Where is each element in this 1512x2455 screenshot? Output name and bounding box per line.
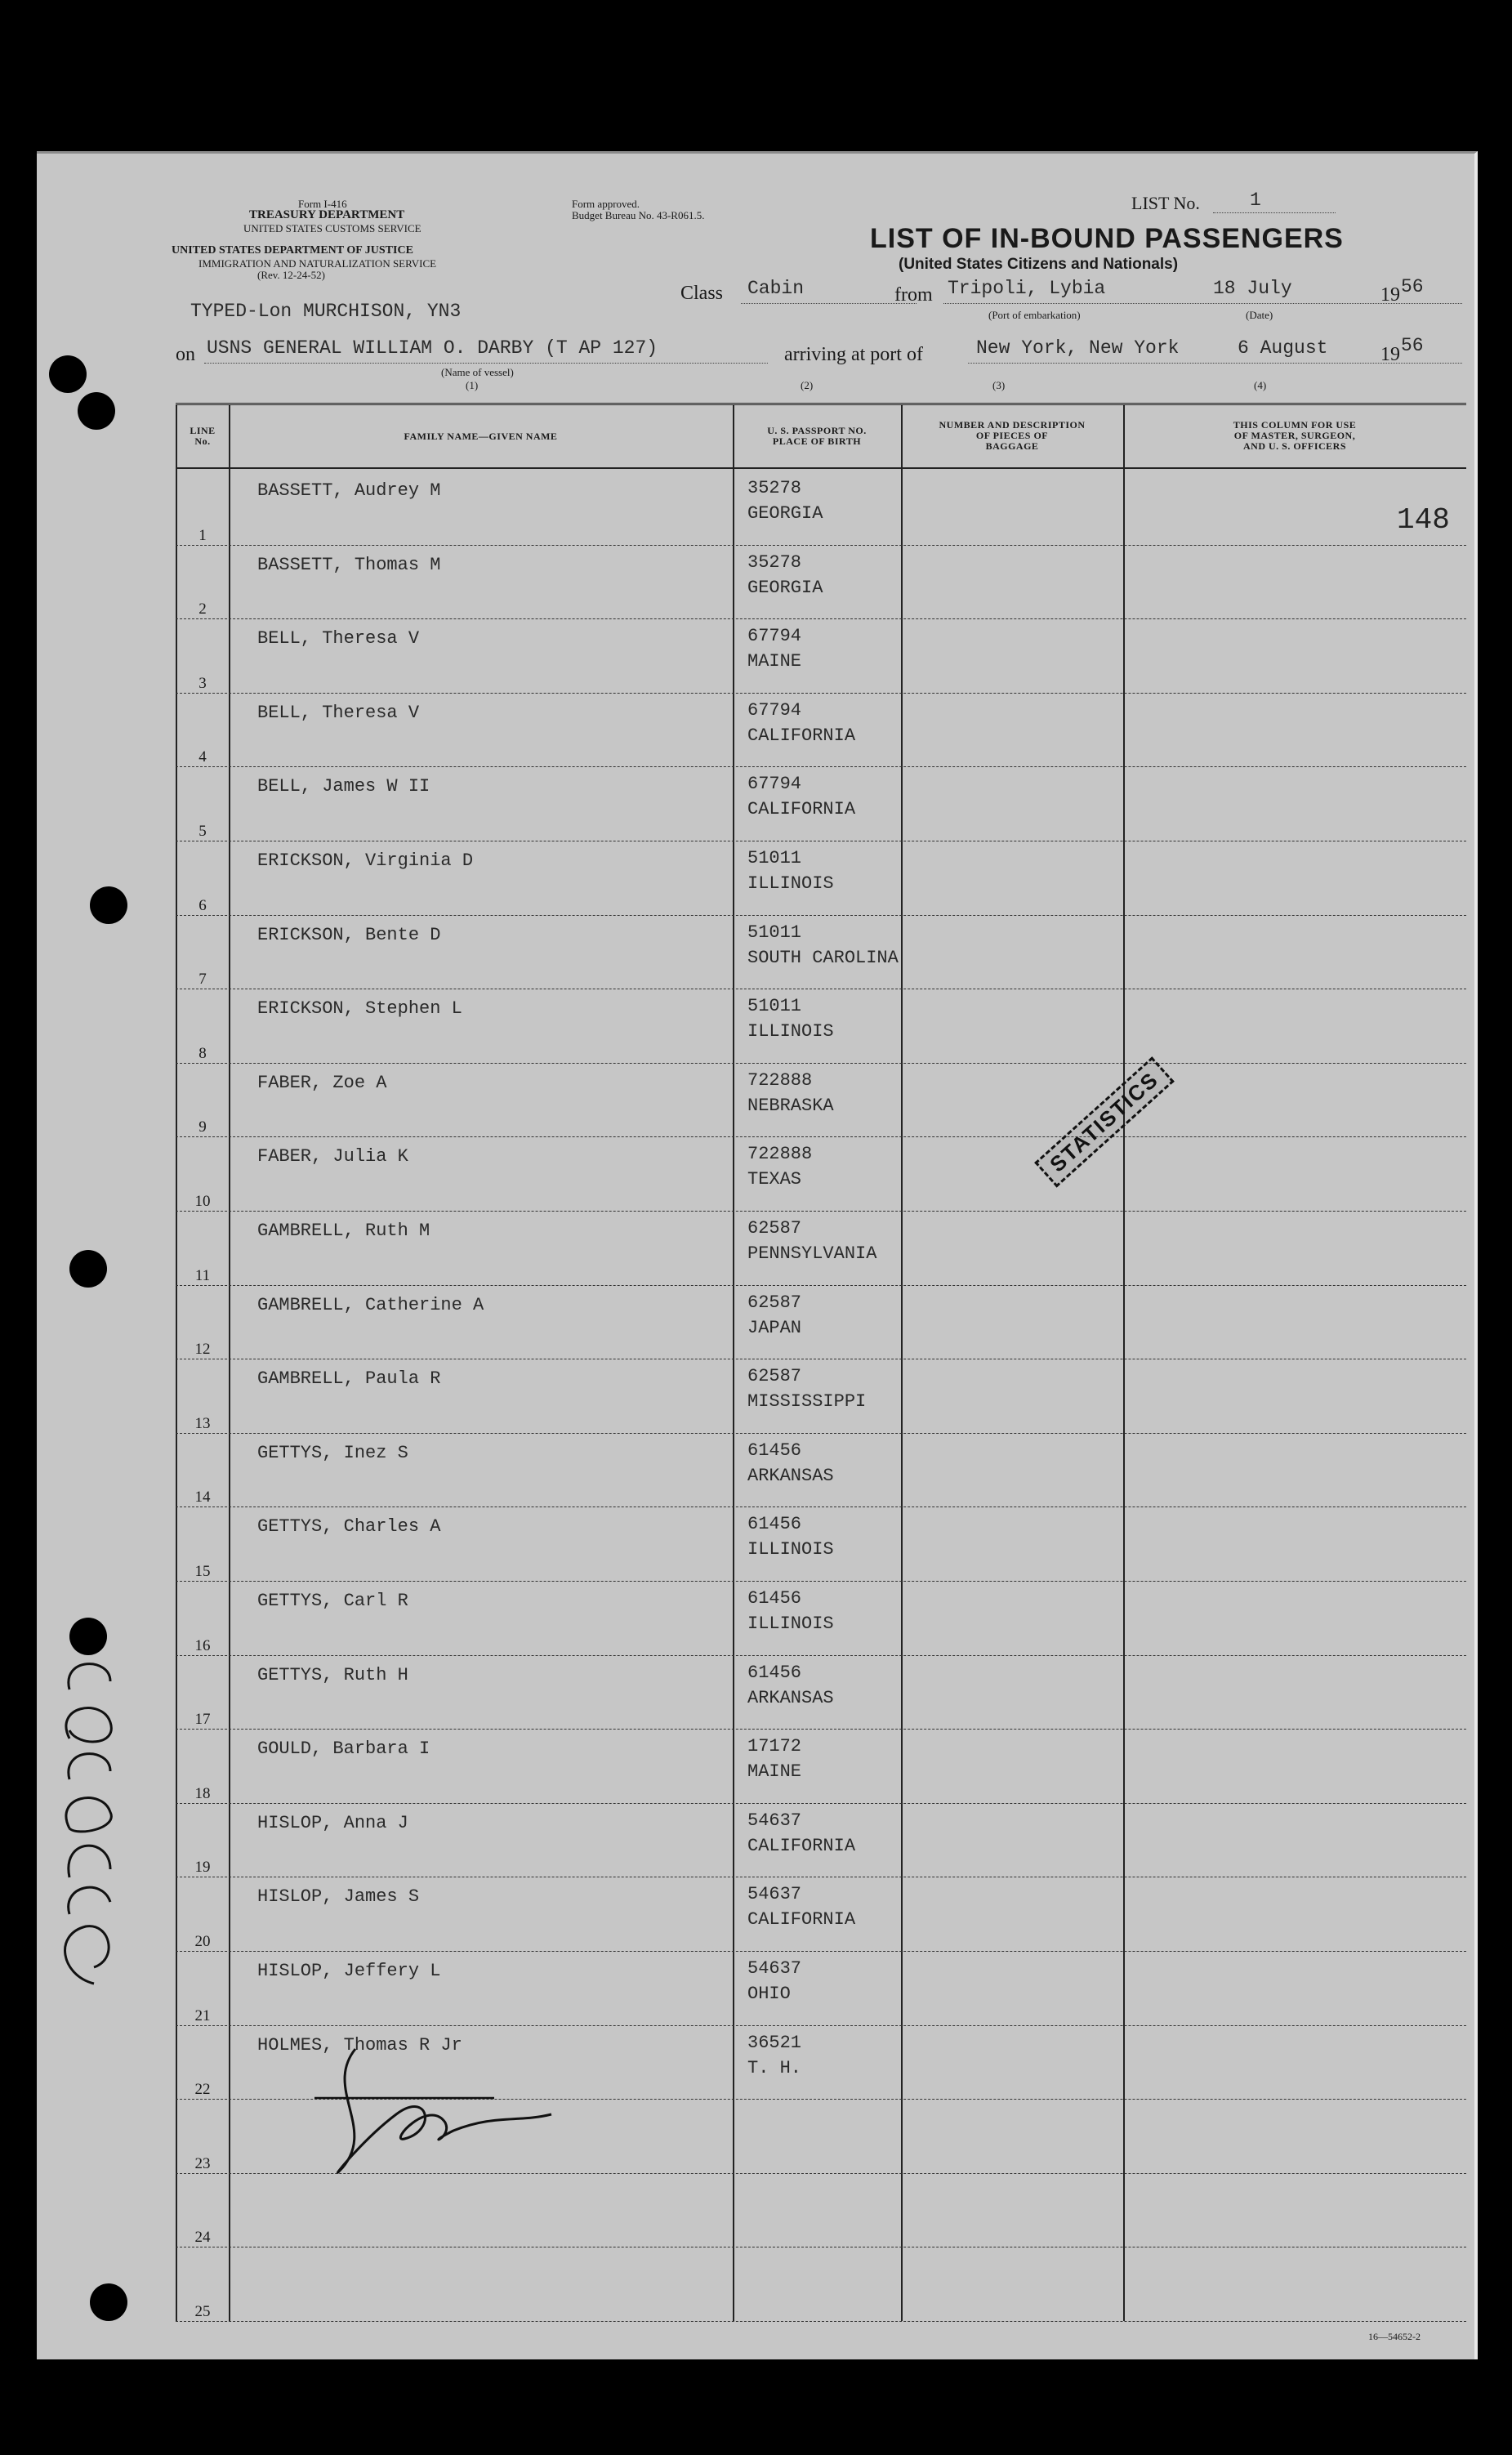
dept-justice: UNITED STATES DEPARTMENT OF JUSTICE <box>172 244 413 257</box>
arrival-port-value: New York, New York <box>976 337 1180 359</box>
form-approved: Form approved. <box>572 198 640 210</box>
line-number: 12 <box>194 1341 211 1359</box>
passport-number: 35278 <box>747 478 802 498</box>
passport-cell <box>747 1290 801 1341</box>
passenger-table <box>176 403 1466 2321</box>
line-number: 14 <box>194 1489 211 1506</box>
place-of-birth: ARKANSAS <box>747 1465 834 1486</box>
officer-note-148: 148 <box>1397 503 1450 537</box>
place-of-birth: CALIFORNIA <box>747 799 856 820</box>
customs-service: UNITED STATES CUSTOMS SERVICE <box>243 222 421 234</box>
passport-number: 62587 <box>747 1218 802 1239</box>
place-of-birth: ARKANSAS <box>747 1687 834 1708</box>
passport-number: 722888 <box>747 1144 813 1165</box>
col-num-2: (2) <box>801 379 814 391</box>
date-value: 18 July <box>1213 278 1292 299</box>
row-rule <box>176 1655 1466 1656</box>
passenger-name: FABER, Zoe A <box>257 1072 387 1093</box>
passport-number: 35278 <box>747 551 802 573</box>
passport-cell <box>747 993 834 1044</box>
punch-hole <box>90 2283 127 2321</box>
passenger-name: GAMBRELL, Catherine A <box>257 1294 484 1315</box>
row-rule <box>176 1506 1466 1507</box>
place-of-birth: CALIFORNIA <box>747 1909 856 1931</box>
passport-cell <box>747 1364 866 1414</box>
row-rule <box>176 915 1466 916</box>
punch-hole <box>78 392 115 430</box>
punch-hole <box>90 886 127 924</box>
passport-number: 67794 <box>747 699 802 721</box>
passport-number: 61456 <box>747 1662 802 1683</box>
place-of-birth: GEORGIA <box>747 503 823 524</box>
line-number: 7 <box>198 971 207 989</box>
punch-hole <box>69 1618 107 1655</box>
class-line <box>741 303 917 304</box>
passport-number: 61456 <box>747 1514 802 1535</box>
line-number: 8 <box>198 1044 207 1062</box>
date-year-suffix: 56 <box>1401 276 1424 297</box>
passenger-name: BELL, James W II <box>257 776 430 797</box>
place-of-birth: T. H. <box>747 2057 802 2078</box>
line-number: 1 <box>198 526 207 544</box>
line-number: 6 <box>198 896 207 914</box>
passenger-name: GOULD, Barbara I <box>257 1739 430 1760</box>
passport-cell <box>747 771 855 822</box>
passport-cell <box>747 2030 801 2081</box>
passport-number: 54637 <box>747 1810 802 1831</box>
place-of-birth: NEBRASKA <box>747 1095 834 1116</box>
line-number: 2 <box>198 600 207 618</box>
line-number: 10 <box>194 1193 211 1210</box>
line-number: 13 <box>194 1414 211 1432</box>
passport-number: 54637 <box>747 1958 802 1979</box>
arrival-year-suffix: 56 <box>1401 335 1424 356</box>
header-rule <box>176 467 1466 469</box>
passport-cell <box>747 1141 812 1192</box>
place-of-birth: TEXAS <box>747 1169 802 1190</box>
passenger-name: BELL, Theresa V <box>257 702 420 723</box>
passport-cell <box>747 846 834 896</box>
passport-number: 36521 <box>747 2032 802 2053</box>
place-of-birth: ILLINOIS <box>747 1539 834 1560</box>
passenger-name: HISLOP, James S <box>257 1886 420 1908</box>
line-number: 17 <box>194 1711 211 1729</box>
passport-number: 67794 <box>747 626 802 647</box>
col-num-3: (3) <box>992 379 1006 391</box>
budget-bureau: Budget Bureau No. 43-R061.5. <box>572 209 705 221</box>
place-of-birth: CALIFORNIA <box>747 1835 856 1856</box>
row-rule <box>176 2025 1466 2026</box>
passport-cell <box>747 1660 834 1711</box>
place-of-birth: SOUTH CAROLINA <box>747 947 899 968</box>
row-rule <box>176 693 1466 694</box>
from-label: from <box>894 284 933 306</box>
typed-by: TYPED-Lon MURCHISON, YN3 <box>190 301 462 322</box>
arrival-date-value: 6 August <box>1238 337 1328 359</box>
passport-cell <box>747 1068 834 1118</box>
line-number: 25 <box>194 2303 211 2320</box>
line-number: 16 <box>194 1636 211 1654</box>
passenger-name: HOLMES, Thomas R Jr <box>257 2034 462 2056</box>
line-number: 23 <box>194 2154 211 2172</box>
row-rule <box>176 1729 1466 1730</box>
place-of-birth: ILLINOIS <box>747 1021 834 1042</box>
page-subtitle: (United States Citizens and Nationals) <box>899 256 1179 273</box>
hdr-officers: THIS COLUMN FOR USE OF MASTER, SURGEON, AND U. S. OFFICERS <box>1233 419 1357 452</box>
row-rule <box>176 1951 1466 1952</box>
row-rule <box>176 766 1466 767</box>
line-number: 22 <box>194 2081 211 2099</box>
passport-cell <box>747 1586 834 1636</box>
statistics-stamp: STATISTICS <box>1034 1056 1174 1187</box>
ins-service: IMMIGRATION AND NATURALIZATION SERVICE <box>198 257 437 270</box>
passenger-name: BASSETT, Thomas M <box>257 554 441 575</box>
list-no-line <box>1213 212 1336 213</box>
from-value: Tripoli, Lybia <box>948 278 1106 299</box>
line-number: 18 <box>194 1784 211 1802</box>
treasury-department: TREASURY DEPARTMENT <box>249 208 405 221</box>
on-label: on <box>176 344 195 365</box>
passenger-name: GETTYS, Ruth H <box>257 1664 408 1685</box>
list-no-label: LIST No. <box>1131 193 1200 213</box>
passenger-name: BELL, Theresa V <box>257 628 420 649</box>
passport-number: 61456 <box>747 1440 802 1461</box>
passport-cell <box>747 550 823 600</box>
passenger-name: FABER, Julia K <box>257 1146 408 1167</box>
row-rule <box>176 2321 1466 2322</box>
passport-cell <box>747 698 855 748</box>
revision-date: (Rev. 12-24-52) <box>257 269 325 281</box>
row-rule <box>176 1285 1466 1286</box>
port-embark-caption: (Port of embarkation) <box>988 309 1081 321</box>
arrival-year-prefix: 19 <box>1380 344 1400 365</box>
place-of-birth: OHIO <box>747 1984 791 2004</box>
col-num-4: (4) <box>1254 379 1267 391</box>
form-number: Form I-416 <box>298 198 347 210</box>
passport-number: 62587 <box>747 1292 802 1313</box>
passport-cell <box>747 1881 855 1932</box>
passenger-name: GETTYS, Carl R <box>257 1591 408 1611</box>
passport-number: 62587 <box>747 1366 802 1387</box>
passenger-name: GETTYS, Charles A <box>257 1516 441 1538</box>
place-of-birth: MAINE <box>747 651 802 672</box>
passport-number: 51011 <box>747 848 802 868</box>
passenger-name: BASSETT, Audrey M <box>257 480 441 501</box>
passenger-name: GETTYS, Inez S <box>257 1442 408 1463</box>
line-number: 19 <box>194 1859 211 1877</box>
passport-cell <box>747 1734 801 1784</box>
passport-cell <box>747 1438 834 1489</box>
passport-cell <box>747 1808 855 1859</box>
manifest-sheet <box>37 151 1478 2359</box>
place-of-birth: CALIFORNIA <box>747 725 856 746</box>
date-caption: (Date) <box>1246 309 1273 321</box>
row-rule <box>176 1136 1466 1137</box>
place-of-birth: ILLINOIS <box>747 1614 834 1634</box>
line-number: 15 <box>194 1563 211 1580</box>
passport-number: 54637 <box>747 1884 802 1905</box>
passport-cell <box>747 1956 801 2006</box>
line-number: 20 <box>194 1933 211 1950</box>
passport-number: 51011 <box>747 996 802 1017</box>
class-label: Class <box>680 283 724 304</box>
place-of-birth: JAPAN <box>747 1317 802 1338</box>
form-code: 16—54652-2 <box>1368 2331 1421 2342</box>
passenger-name: HISLOP, Anna J <box>257 1812 408 1833</box>
row-rule <box>176 1433 1466 1434</box>
hdr-baggage: NUMBER AND DESCRIPTION OF PIECES OF BAGGAGE <box>939 419 1086 452</box>
page-title: LIST OF IN-BOUND PASSENGERS <box>870 223 1344 254</box>
passport-number: 67794 <box>747 774 802 795</box>
row-rule <box>176 1063 1466 1064</box>
passport-cell <box>747 623 801 674</box>
place-of-birth: MISSISSIPPI <box>747 1391 867 1413</box>
line-number: 21 <box>194 2006 211 2024</box>
passenger-name: HISLOP, Jeffery L <box>257 1961 441 1981</box>
row-rule <box>176 545 1466 546</box>
place-of-birth: PENNSYLVANIA <box>747 1243 877 1264</box>
passport-number: 722888 <box>747 1069 813 1091</box>
hdr-name: FAMILY NAME—GIVEN NAME <box>404 431 558 442</box>
vessel-line <box>204 363 768 364</box>
place-of-birth: MAINE <box>747 1761 802 1783</box>
vessel-caption: (Name of vessel) <box>441 366 514 378</box>
passport-cell <box>747 475 823 526</box>
row-rule <box>176 1211 1466 1212</box>
arriving-label: arriving at port of <box>784 344 923 365</box>
line-number: 9 <box>198 1118 207 1136</box>
col-num-1: (1) <box>466 379 479 391</box>
passenger-name: GAMBRELL, Ruth M <box>257 1221 430 1241</box>
row-rule <box>176 1581 1466 1582</box>
passport-number: 61456 <box>747 1588 802 1609</box>
row-rule <box>176 1803 1466 1804</box>
passenger-name: ERICKSON, Stephen L <box>257 998 462 1020</box>
passenger-name: ERICKSON, Virginia D <box>257 850 474 871</box>
class-value: Cabin <box>747 278 805 299</box>
punch-hole <box>69 1250 107 1288</box>
place-of-birth: ILLINOIS <box>747 873 834 894</box>
passenger-name: ERICKSON, Bente D <box>257 924 441 945</box>
list-no-value: 1 <box>1250 190 1261 211</box>
line-number: 4 <box>198 748 207 766</box>
hdr-passport: U. S. PASSPORT NO. PLACE OF BIRTH <box>767 425 867 447</box>
row-rule <box>176 618 1466 619</box>
place-of-birth: GEORGIA <box>747 577 823 598</box>
punch-hole <box>49 355 87 393</box>
passport-number: 17172 <box>747 1736 802 1757</box>
line-number: 3 <box>198 674 207 692</box>
line-number: 24 <box>194 2229 211 2247</box>
vessel-value: USNS GENERAL WILLIAM O. DARBY (T AP 127) <box>207 337 658 359</box>
passport-cell <box>747 1216 876 1266</box>
line-number: 11 <box>194 1266 211 1284</box>
line-number: 5 <box>198 823 207 840</box>
passport-cell <box>747 920 899 971</box>
signature-scribble <box>306 2041 576 2188</box>
passenger-name: GAMBRELL, Paula R <box>257 1368 441 1390</box>
date-year-prefix: 19 <box>1380 284 1400 306</box>
hdr-line-no: LINE No. <box>190 425 216 447</box>
passport-number: 51011 <box>747 922 802 943</box>
passport-cell <box>747 1511 834 1562</box>
